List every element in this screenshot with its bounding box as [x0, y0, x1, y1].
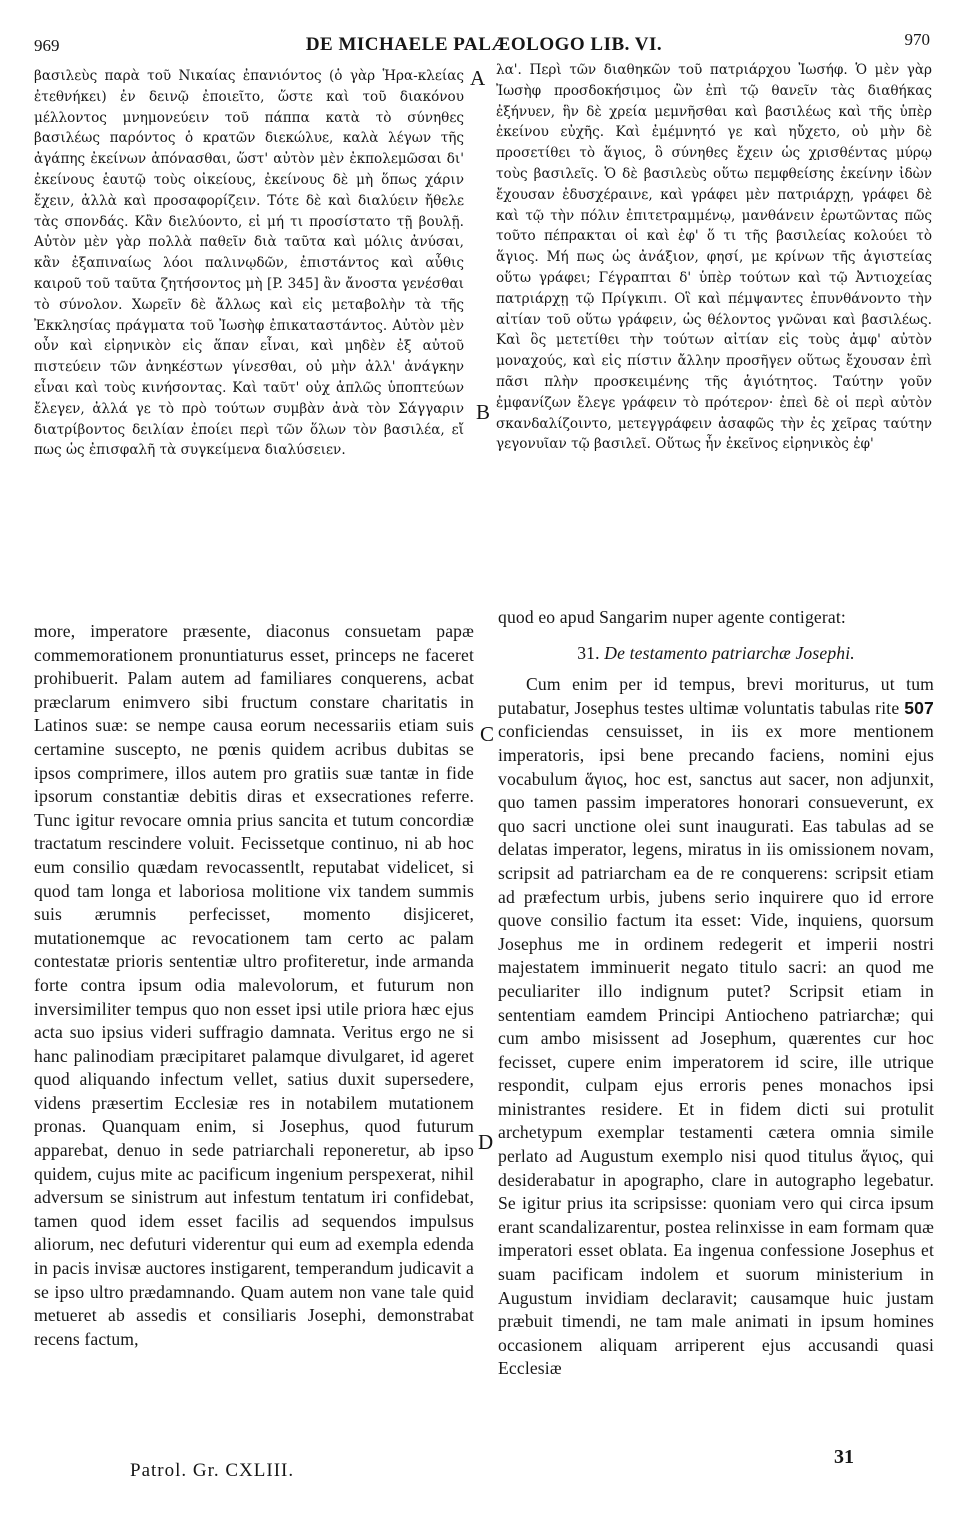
margin-marker-a: A	[470, 66, 486, 90]
greek-column-left	[34, 66, 464, 461]
page-number-left: 969	[34, 36, 60, 55]
latin-paragraph-right	[498, 673, 934, 1381]
margin-marker-c: C	[480, 722, 495, 746]
latin-column-right	[498, 606, 934, 1381]
footer-signature-number: 31	[834, 1446, 854, 1468]
latin-text-after-number: conficiendas censuisset, in iis ex more mentionem imperatoris, ipsi bene precando faciens, nomini ejus vocabulum ἅγιος, hoc est, sanctus aut sacer, non adjunxit, quo tamen passim imperatores honorari consueverunt, ex quo sacri unctione olei sunt inaugurati. Eas tabulas ad se delatas imperator, legens, miratus in iis omissionem novam, scripsit ad patriarcham ea de re conquerens: scripsit etiam ad præfectum urbis, jubens serio inquirere quo id errore quove consilio factum ita esset: Vide, inquiens, quorsum Josephus me in ordinem redegerit et imperii nostri majestatem imminuerit negato titulo sacri: an quod me peculiariter illo indignum putet? Scripsit etiam in sententiam eamdem Principi Antiocheno patriarchæ; qui cum ambo misissent ad Josephum, quærentes cur hoc fecisset, cupere enim imperatorem id scire, ille utrique respondit, culpam ejus erroris penes monachos ipsi ministrantes residere. Et in fidem dicti sui protulit archetypum exemplar testamenti cætera omnia simile perlato ad Augustum exemplo nisi quod titulus ἅγιος, qui desiderabatur in apographo, clare in autographo legebatur. Se igitur prius ita scripsisse: quoniam vero qui circa ipsum erant scandalizarentur, postea relinxisse in eam formam quæ imperatori esset oblata. Ea ingenua confessione Josephus et suam pacificam indolem et suorum ministerium in Augustum invidiam declaravit; causamque huic justam præbuit timendi, ne tam male animati in ipsum homines occasionem aliquam arriperent ejus accusandi quasi Ecclesiæ	[498, 721, 934, 1379]
footer-series: Patrol. Gr. CXLIII.	[130, 1460, 295, 1481]
chapter-number: 31.	[577, 642, 600, 663]
latin-column-left	[34, 620, 474, 1351]
greek-paragraph-right: λα'. Περὶ τῶν διαθηκῶν τοῦ πατριάρχου Ἰωσήφ. Ὁ μὲν γὰρ Ἰωσὴφ προσδοκήσιμος ὢν ἐπὶ τῷ θανεῖν τὰς διαθήκας ἐξήνυεν, ἣν δὲ χρεία μεμνῆσθαι καὶ βασιλέως καὶ τῆς ὑπὲρ ἐκείνου εὐχῆς. Καὶ ἐμέμνητό γε καὶ ηὔχετο, οὐ μὴν δὲ προσετίθει τὸ ἅγιος, ὃ σύνηθες ἔχειν ὡς χρισθέντας μύρῳ τοὺς βασιλεῖς. Ὁ δὲ βασιλεὺς οὕτω πεμφθείσης ἐκείνην ἰδὼν ἔχουσαν ἐδυσχέραινε, καὶ γράφει μὲν πατριάρχῃ, γράφει δὲ καὶ τῷ τὴν πόλιν ἐπιτετραμμένῳ, μανθάνειν ἐρωτῶντας πῶς τοῦτο πέπρακται οἱ καὶ ἐφ' ὅ τι τῆς βασιλείας κολούει τὸ ἅγιος. Μή πως ὡς ἀνάξιον, φησί, με κρίνων τῆς ἁγιστείας οὕτω γράφει; Γέγραπται δ' ὑπὲρ τούτων καὶ τῷ Ἀντιοχείας πατριάρχῃ τῷ Πρίγκιπι. Οἳ καὶ πέμψαντες ἐπυνθάνοντο τὴν αἰτίαν τοῦ οὕτω γράφειν, ὡς θέλοντος γνῶναι καὶ βασιλέως. Καὶ ὃς μετετίθει τὴν τούτων αἰτίαν εἰς τοὺς ἀμφ' αὐτὸν μοναχούς, καὶ εἰς πίστιν ἄλλην προσῆγεν οὕτως ἔχουσαν ἐπὶ πᾶσι πλὴν προσκειμένης τῆς ἁγιότητος. Ταύτην γοῦν ἐμφανίζων ἔλεγε γράφειν τὸ πρότερον· ἐπεὶ δὲ οἱ περὶ αὐτὸν σκανδαλίζοιντο, μετεγγράφειν ἀσαφῶς τὴν ἐς χεῖρας ταύτην γεγονυῖαν τῷ βασιλεῖ. Οὕτως ἦν ἐκεῖνος εἰρηνικὸς ἐφ'	[496, 62, 932, 453]
running-title: DE MICHAELE PALÆOLOGO LIB. VI.	[305, 34, 663, 55]
chapter-title: De testamento patriarchæ Josephi.	[604, 642, 855, 663]
latin-intro-line: quod eo apud Sangarim nuper agente contigerat:	[498, 607, 846, 627]
latin-paragraph-left: more, imperatore præsente, diaconus consuetam papæ commemorationem pronuntiaturus esset, princeps ne faceret prohibuerit. Palam autem ad familiares conquerens, acbat præclarum enimvero sibi fructum constare charitatis in Latinos suæ: se nempe causa eorum necessariis etiam suis certamine suscepto, ne pœnis quidem acribus dubitas se ipsos comprimere, illos autem pro gratiis suæ tantæ in fide ipsorum constantiæ debitis diras et exsecrationes referre. Tunc igitur revocare omnia prius sancita et tutum concordiæ tractatum rescindere voluit. Fecissetque continuo, ni ab hoc eum consilio quædam revocassentlt, reputabat videlicet, si quod tam longa et laboriosa molitione vix tandem summis suis ærumnis perfecisset, momento disjiceret, mutationemque ac revocationem tam certo ac palam contestatæ prioris sententiæ ultro profiteretur, inde armanda forte contra ipsum odia malevolorum, et futurum non inversimiliter tempus quo non esset ipsi utile priora hæc ejus acta suo ipsius videri suffragio damnata. Veritus ergo ne si hanc palinodiam præcipitaret palamque divulgaret, id ageret quod aliquando infectum vellet, satius duxit supersedere, videns præsertim Ecclesiæ res in notabilem mutationem pronas. Quanquam enim, si Josephus, quod futurum apparebat, denuo in sede patriarchali reponeretur, ab ipso quidem, cujus mite ac pacificum ingenium perspexerat, nihil adversum se sinistrum aut infestum tentatum iri confidebat, tamen quod idem esset facilis ad sequendos impulsus aliorum, nec defuturi viderentur qui eum ad exempla edenda in pacis invisæ auctores instigarent, temperandum judicavit a se ipso ultro prædamnando. Quam autem non vane tale quid metueret ab assedis et consiliaris Josephi, demonstrabat recens factum,	[34, 621, 474, 1349]
latin-text-before-number: Cum enim per id tempus, brevi moriturus, ut tum putabatur, Josephus testes ultimæ voluntatis tabulas rite	[498, 674, 934, 718]
column-number-bold: 507	[904, 697, 934, 718]
greek-paragraph-left: βασιλεὺς παρὰ τοῦ Νικαίας ἐπανιόντος (ὁ γὰρ Ἡρα-κλείας ἐτεθνήκει) ἐν δεινῷ ἐποιεῖτο, ὥστε καὶ τοῦ διακόνου μέλλοντος μνημονεύειν τοῦ πάππα κατὰ τὸ σύνηθες βασιλέως παρόντος ὁ κρατῶν διεκώλυε, καλὰ λέγων τῆς ἀγάπης ἐκείνων ἀπόνασθαι, ὥστ' αὐτὸν μὲν ἐκπολεμῶσαι δι' ἐκείνους ἑαυτῷ τοὺς οἰκείους, ἐκείνους δὲ μὴ ὅπως χάριν ἔχειν, ἀλλὰ καὶ προσαφορίζειν. Τότε δὲ καὶ διαλύειν ἤθελε τὰς σπονδάς. Κἂν διελύοντο, εἰ μή τι προσίστατο τῇ βουλῇ. Αὐτὸν μὲν γὰρ πολλὰ παθεῖν διὰ ταῦτα καὶ μόλις ἀνύσαι, κἂν ἐξαπιναίως λόοι παλινῳδῶν, ἐπιστάντος καὶ αὖθις καιροῦ τοῦ ταῦτα ζητήσοντος μὴ [P. 345] ἂν ἄνοστα γενέσθαι τὸ σύνολον. Χωρεῖν δὲ ἄλλως καὶ εἰς μεταβολὴν τὰ τῆς Ἐκκλησίας πράγματα τοῦ Ἰωσὴφ ἐπικαταστάντος. Αὐτὸν μὲν οὖν καὶ εἰρηνικὸν εἰς ἅπαν εἶναι, καὶ μηδὲν ἐξ αὐτοῦ πιστεύειν τῶν ἀνηκέστων γίνεσθαι, οὐ μὴν ἀλλ' ἀνάγκην εἶναι καὶ τοὺς κινήσοντας. Καὶ ταῦτ' οὐχ ἁπλῶς ὑποπτεύων ἔλεγεν, ἀλλά γε τὸ πρὸ τούτων συμβὰν ἀνὰ τὸν Σάγγαριν διατρίβοντος δειλίαν ἐποίει περὶ τῶν ὅλων τὸν βασιλέα, εἴ πως ὡς ἐπισφαλῆ τὰ συγκείμενα διαλύσειεν.	[34, 68, 464, 459]
greek-column-right	[496, 60, 932, 455]
margin-marker-d: D	[478, 1130, 494, 1154]
page-number-right: 970	[904, 30, 930, 49]
margin-marker-b: B	[476, 400, 491, 424]
chapter-heading	[498, 642, 934, 666]
